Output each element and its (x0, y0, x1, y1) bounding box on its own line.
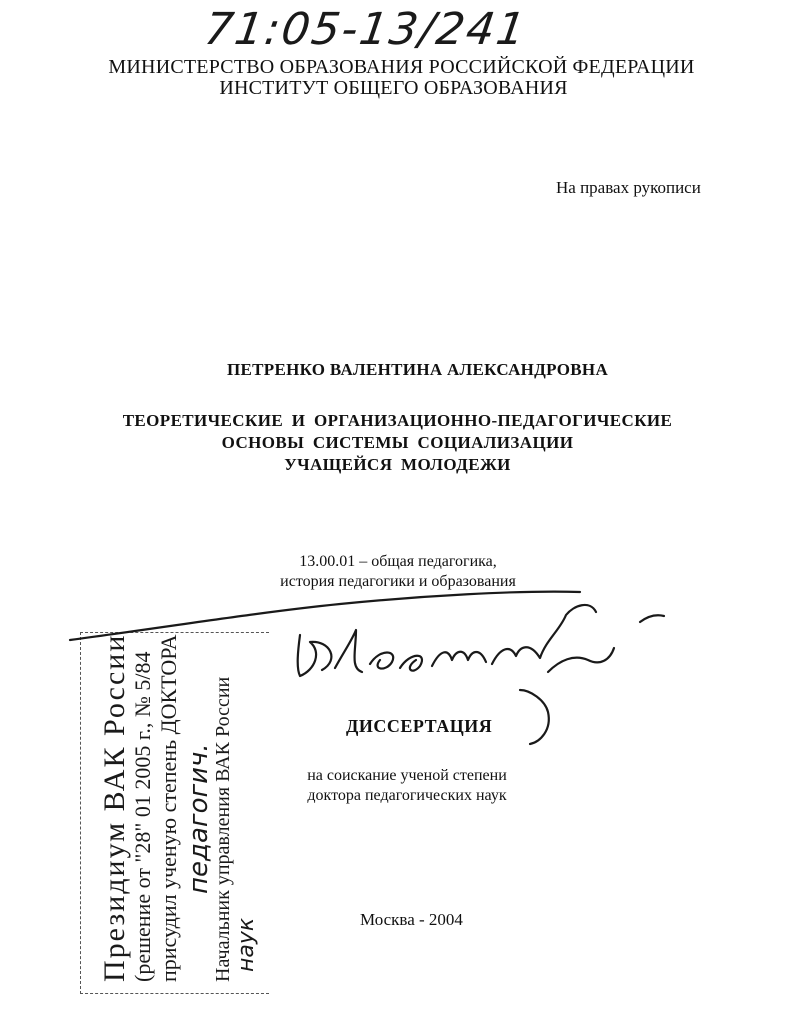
stamp-line-nauk: наук (234, 917, 259, 972)
ministry-header: МИНИСТЕРСТВО ОБРАЗОВАНИЯ РОССИЙСКОЙ ФЕДЕРАЦИИ (108, 56, 695, 78)
stamp-line-field: педагогич. (184, 743, 214, 894)
title-line-3: УЧАЩЕЙСЯ МОЛОДЕЖИ (284, 455, 511, 474)
stamp-line-head: Начальник управления ВАК России (212, 676, 234, 982)
city-year: Москва - 2004 (360, 910, 463, 929)
degree-line-1: на соискание ученой степени (307, 767, 507, 784)
rights-note: На правах рукописи (556, 178, 701, 197)
title-line-1: ТЕОРЕТИЧЕСКИЕ И ОРГАНИЗАЦИОННО-ПЕДАГОГИЧЕСКИЕ (122, 411, 673, 430)
stamp-line-presidium: Президиум ВАК России (98, 633, 131, 982)
stamp-line-degree: присудил ученую степень ДОКТОРА (156, 634, 181, 982)
stamp-line-decision: (решение от "28" 01 2005 г., № 5/84 (130, 651, 155, 982)
title-line-2: ОСНОВЫ СИСТЕМЫ СОЦИАЛИЗАЦИИ (221, 433, 574, 452)
archive-code: 71:05-13/241 (201, 4, 531, 55)
author-name: ПЕТРЕНКО ВАЛЕНТИНА АЛЕКСАНДРОВНА (226, 360, 609, 379)
work-type: ДИССЕРТАЦИЯ (346, 716, 493, 736)
specialty-line-2: история педагогики и образования (280, 573, 516, 590)
institute-header: ИНСТИТУТ ОБЩЕГО ОБРАЗОВАНИЯ (219, 77, 568, 99)
degree-line-2: доктора педагогических наук (307, 787, 507, 804)
specialty-line-1: 13.00.01 – общая педагогика, (299, 553, 497, 570)
